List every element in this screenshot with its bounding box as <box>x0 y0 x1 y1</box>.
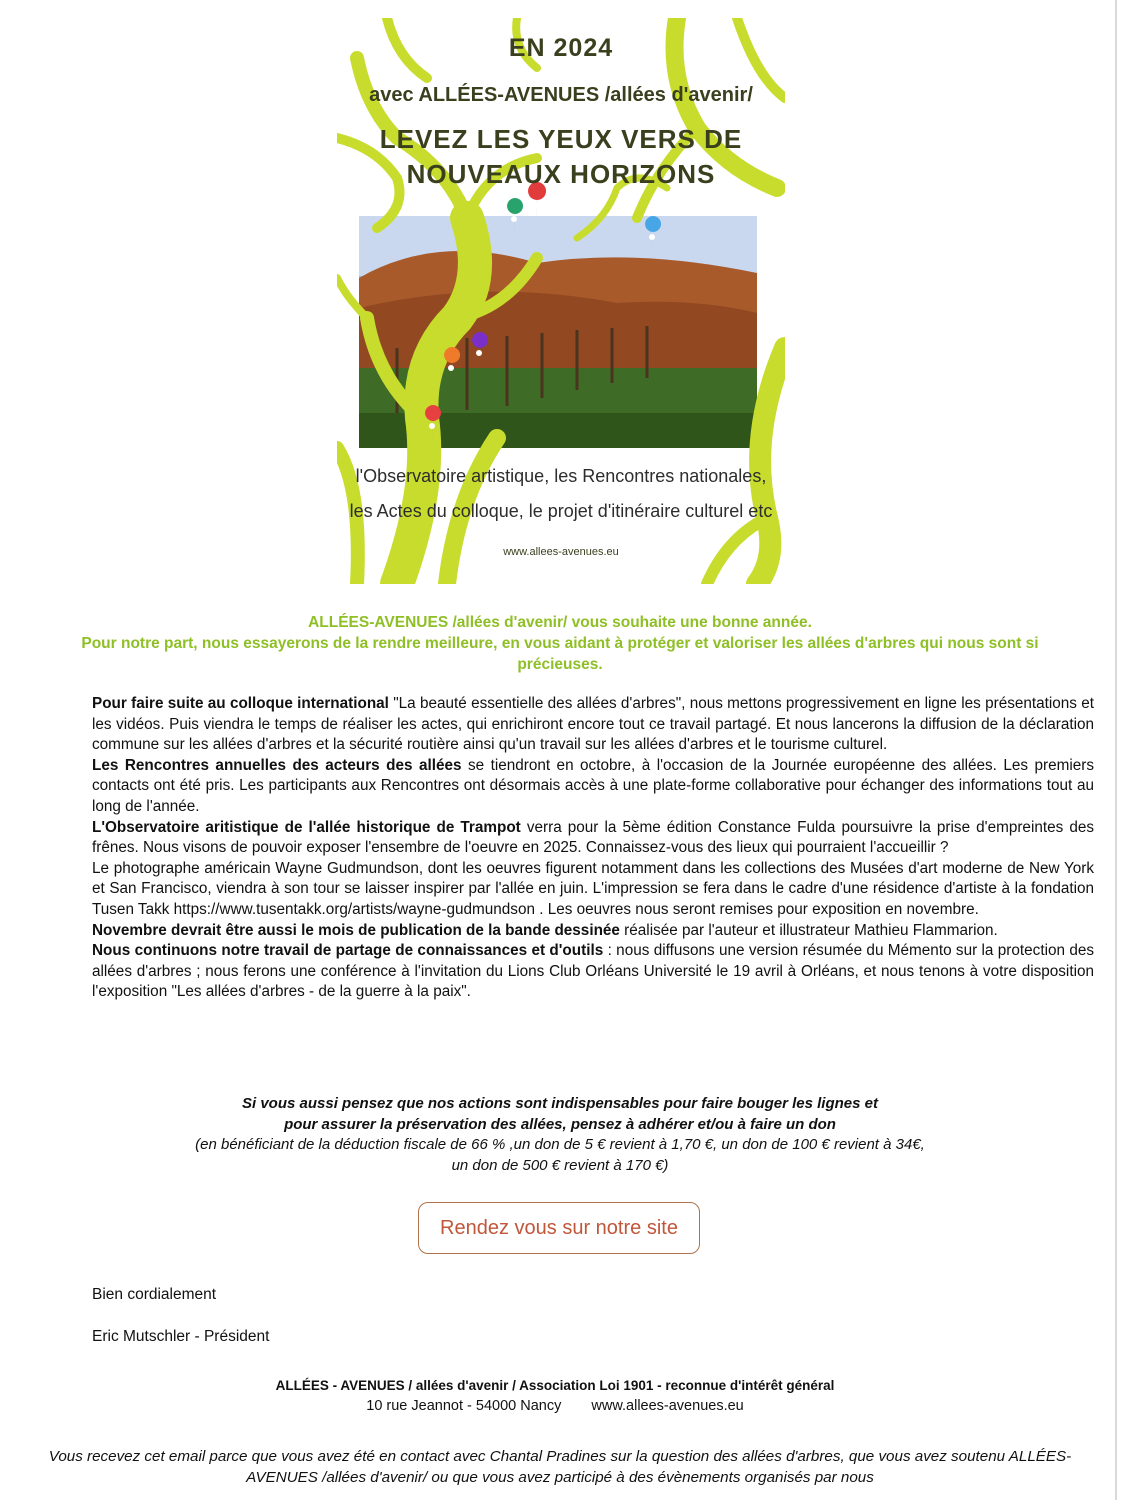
paragraph-partage-lead: Nous continuons notre travail de partage de connaissances et d'outils <box>92 942 604 960</box>
poster-image <box>337 18 785 584</box>
paragraph-partage-text: : nous diffusons une version résumée du Mémento sur la protection des allées d'arbres ; nous ferons une conférence à l'invitation du Lions Club Orléans Université le 19 avril à Orléans, et nous tenons à votre disposition l'exposition "Les allées d'arbres - de la guerre à la paix". <box>92 942 1094 1001</box>
appeal-line1: Si vous aussi pensez que nos actions sont indispensables pour faire bouger les lignes et <box>242 1095 878 1112</box>
paragraph-colloque <box>92 694 1094 756</box>
greeting-block <box>80 612 1040 675</box>
paragraph-observatoire <box>92 818 1094 859</box>
paragraph-colloque-lead: Pour faire suite au colloque international <box>92 695 389 712</box>
footer-contact <box>80 1398 1030 1414</box>
poster-url: www.allees-avenues.eu <box>503 546 619 558</box>
closing-text: Bien cordialement <box>92 1286 217 1303</box>
appeal-line3: (en bénéficiant de la déduction fiscale de 66 % ,un don de 5 € revient à 1,70 €, un don de 100 € revient à 34€, <box>195 1136 925 1153</box>
appeal-line2: pour assurer la préservation des allées, pensez à adhérer et/ou à faire un don <box>284 1115 836 1133</box>
paragraph-observatoire-text: verra pour la 5ème édition Constance Fulda poursuivre la prise d'empreintes des frênes. Nous visons de pouvoir exposer l'ensembre de l'oeuvre en 2025. Connaissez-vous des lieux qui pourraient l'accueillir ? <box>92 818 1094 857</box>
paragraph-rencontres <box>92 756 1094 818</box>
greeting-line1: ALLÉES-AVENUES /allées d'avenir/ vous souhaite une bonne année. <box>308 614 812 631</box>
paragraph-rencontres-text: se tiendront en octobre, à l'occasion de la Journée européenne des allées. Les premiers contacts ont été pris. Les participants aux Rencontres ont désormais accès à une plate-forme collaborative pour échanger des informations tout au long de l'année. <box>92 756 1094 815</box>
paragraph-bande-dessinee <box>92 921 1094 942</box>
paragraph-rencontres-lead: Les Rencontres annuelles des acteurs des allées <box>92 756 462 774</box>
appeal-line4: un don de 500 € revient à 170 €) <box>451 1156 669 1174</box>
poster-year: EN 2024 <box>508 34 614 62</box>
paragraph-partage <box>92 941 1094 1003</box>
poster-title-line1: LEVEZ LES YEUX VERS DE <box>379 124 743 154</box>
paragraph-photographe: Le photographe américain Wayne Gudmundson, dont les oeuvres figurent notamment dans les collections des Musées d'art moderne de New York et San Francisco, viendra à son tour se laisser inspirer par l'allée en juin. L'impression se fera dans le cadre d'une résidence d'artiste à la fondation Tusen Takk https://www.tusentakk.org/artists/wayne-gudmundson . Les oeuvres nous seront remises pour exposition en novembre. <box>92 859 1094 918</box>
paragraph-colloque-text: "La beauté essentielle des allées d'arbres", nous mettons progressivement en ligne les présentations et les vidéos. Puis viendra le temps de réaliser les actes, qui enrichiront encore tout ce travail partagé. Et nous lancerons la diffusion de la déclaration commune sur les allées d'arbres et la sécurité routière ainsi qu'un travail sur les allées d'arbres et le tourisme culturel. <box>92 695 1094 754</box>
greeting-line2: Pour notre part, nous essayerons de la rendre meilleure, en vous aidant à protéger et valoriser les allées d'arbres qui nous sont si précieuses. <box>81 635 1039 673</box>
footer-organization: ALLÉES - AVENUES / allées d'avenir / Association Loi 1901 - reconnue d'intérêt général <box>275 1378 835 1393</box>
signature-name: Eric Mutschler - Président <box>92 1328 270 1345</box>
poster-subtitle: avec ALLÉES-AVENUES /allées d'avenir/ <box>369 84 753 106</box>
donation-appeal <box>150 1094 970 1176</box>
paragraph-bd-text: réalisée par l'auteur et illustrateur Mathieu Flammarion. <box>619 921 998 939</box>
poster-caption-line2: les Actes du colloque, le projet d'itinéraire culturel etc <box>349 501 773 521</box>
footer-address: 10 rue Jeannot - 54000 Nancy <box>366 1398 562 1414</box>
visit-site-button[interactable]: Rendez vous sur notre site <box>418 1202 700 1254</box>
paragraph-bd-lead: Novembre devrait être aussi le mois de publication de la bande dessinée <box>92 921 620 939</box>
footer-website-link[interactable]: www.allees-avenues.eu <box>591 1398 744 1414</box>
poster-caption-line1: l'Observatoire artistique, les Rencontres nationales, <box>355 466 767 486</box>
paragraph-observatoire-lead: L'Observatoire aritistique de l'allée historique de Trampot <box>92 818 521 836</box>
poster-title-line2: NOUVEAUX HORIZONS <box>406 159 716 189</box>
newsletter-body <box>92 694 1094 1003</box>
footer-disclaimer: Vous recevez cet email parce que vous avez été en contact avec Chantal Pradines sur la question des allées d'arbres, que vous avez soutenu ALLÉES-AVENUES /allées d'avenir/ ou que vous avez participé à des évènements organisés par nous <box>48 1448 1072 1486</box>
